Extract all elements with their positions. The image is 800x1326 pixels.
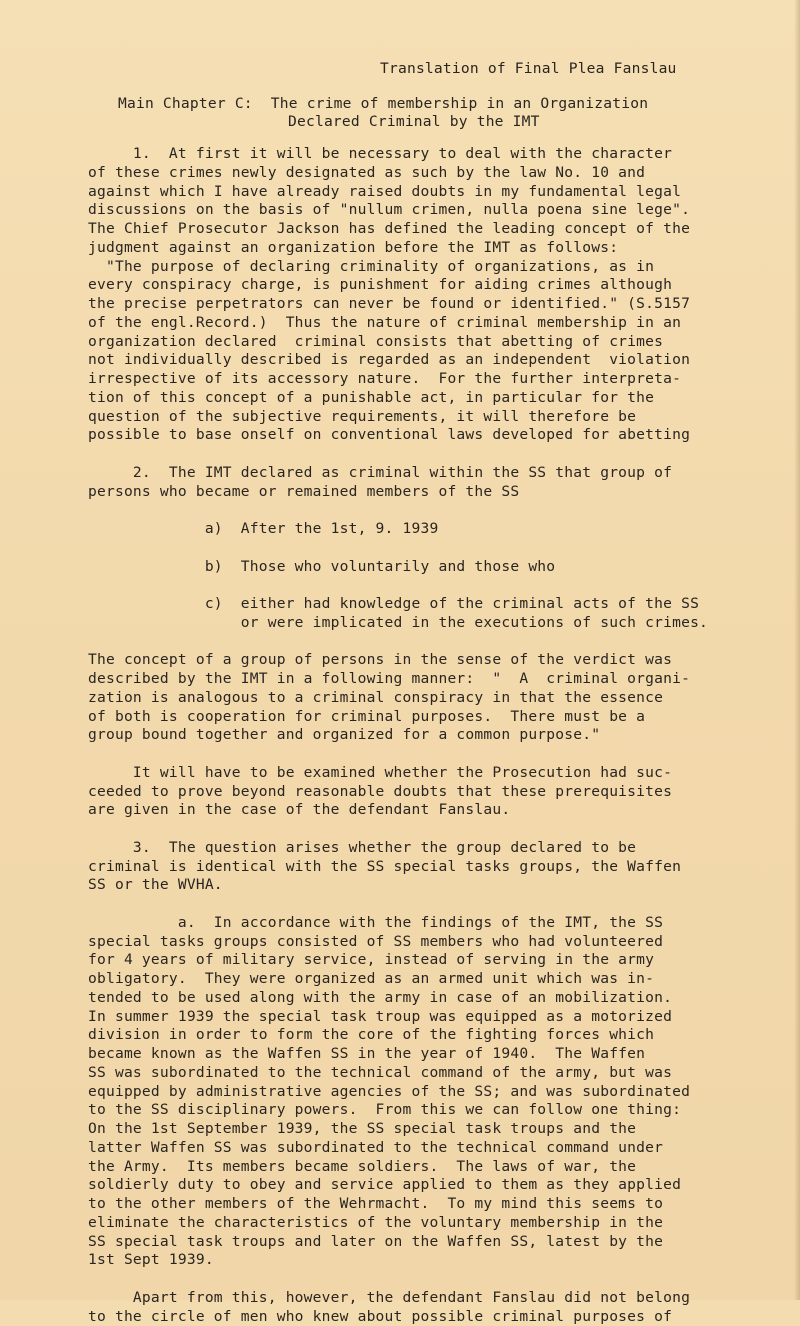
text-line: "The purpose of declaring criminality of organizations, as in: [88, 257, 655, 275]
text-line: or were implicated in the executions of such crimes.: [88, 613, 709, 631]
text-line: became known as the Waffen SS in the year of 1940. The Waffen: [88, 1045, 646, 1062]
text-line: 2. The IMT declared as criminal within the SS that group of: [88, 463, 673, 481]
text-line: 1. At first it will be necessary to deal with the character: [88, 145, 673, 162]
text-line: of both is cooperation for criminal purposes. There must be a: [88, 707, 646, 725]
text-line: tion of this concept of a punishable act, in particular for the: [88, 388, 655, 406]
text-line: zation is analogous to a criminal conspiracy in that the essence: [88, 688, 664, 706]
text-line: possible to base onself on conventional laws developed for abetting: [88, 426, 691, 444]
chapter-title-line1: The crime of membership in an Organization: [270, 95, 649, 112]
text-line: for 4 years of military service, instead of serving in the army: [88, 951, 655, 969]
text-line: 1st Sept 1939.: [88, 1251, 214, 1269]
text-line: against which I have already raised doubts in my fundamental legal: [88, 182, 682, 200]
text-line: group bound together and organized for a common purpose.": [88, 726, 601, 744]
chapter-label: Main Chapter C:: [118, 95, 253, 112]
text-line: question of the subjective requirements, it will therefore be: [88, 407, 637, 425]
text-line: of the engl.Record.) Thus the nature of criminal membership in an: [88, 313, 682, 331]
text-line: The concept of a group of persons in the sense of the verdict was: [88, 651, 673, 669]
text-line: judgment against an organization before the IMT as follows:: [88, 238, 619, 256]
text-line: 3. The question arises whether the group declared to be: [88, 838, 637, 856]
text-line: to the SS disciplinary powers. From this we can follow one thing:: [88, 1101, 682, 1119]
text-line: On the 1st September 1939, the SS special task troups and the: [88, 1120, 637, 1137]
text-line: eliminate the characteristics of the voluntary membership in the: [88, 1213, 664, 1231]
text-line: tended to be used along with the army in case of an mobilization.: [88, 988, 673, 1006]
text-line: division in order to form the core of the fighting forces which: [88, 1026, 655, 1044]
text-line: organization declared criminal consists that abetting of crimes: [88, 332, 664, 350]
text-line: Apart from this, however, the defendant Fanslau did not belong: [88, 1288, 691, 1306]
text-line: ceeded to prove beyond reasonable doubts that these prerequisites: [88, 782, 673, 800]
text-line: b) Those who voluntarily and those who: [88, 557, 556, 575]
text-line: c) either had knowledge of the criminal acts of the SS: [88, 595, 700, 612]
text-line: obligatory. They were organized as an armed unit which was in-: [88, 970, 655, 987]
text-line: In summer 1939 the special task troup was equipped as a motorized: [88, 1007, 673, 1025]
chapter-title-line2: Declared Criminal by the IMT: [288, 113, 540, 130]
text-line: not individually described is regarded as an independent violation: [88, 351, 691, 369]
text-line: SS special task troups and later on the Waffen SS, latest by the: [88, 1232, 664, 1250]
document-header: Translation of Final Plea Fanslau: [380, 60, 677, 77]
text-line: irrespective of its accessory nature. For the further interpreta-: [88, 370, 682, 387]
text-line: to the circle of men who knew about possible criminal purposes of: [88, 1307, 673, 1325]
text-line: the precise perpetrators can never be found or identified." (S.5157: [88, 295, 691, 312]
text-line: the Army. Its members became soldiers. The laws of war, the: [88, 1157, 637, 1175]
text-line: discussions on the basis of "nullum crimen, nulla poena sine lege".: [88, 201, 691, 219]
text-line: soldierly duty to obey and service applied to them as they applied: [88, 1176, 682, 1194]
text-line: equipped by administrative agencies of the SS; and was subordinated: [88, 1082, 691, 1100]
text-line: latter Waffen SS was subordinated to the technical command under: [88, 1138, 664, 1156]
text-line: persons who became or remained members of the SS: [88, 482, 520, 500]
text-line: are given in the case of the defendant Fanslau.: [88, 801, 511, 819]
text-line: It will have to be examined whether the Prosecution had suc-: [88, 763, 673, 781]
text-line: every conspiracy charge, is punishment for aiding crimes although: [88, 276, 673, 294]
text-line: a. In accordance with the findings of the IMT, the SS: [88, 913, 664, 931]
text-line: criminal is identical with the SS special tasks groups, the Waffen: [88, 857, 682, 875]
text-line: The Chief Prosecutor Jackson has defined the leading concept of the: [88, 220, 691, 237]
text-line: described by the IMT in a following manner: " A criminal organi-: [88, 670, 691, 687]
text-line: to the other members of the Wehrmacht. To my mind this seems to: [88, 1195, 664, 1212]
text-line: of these crimes newly designated as such by the law No. 10 and: [88, 163, 646, 181]
text-line: SS was subordinated to the technical command of the army, but was: [88, 1063, 673, 1081]
chapter-heading: [118, 95, 648, 113]
text-line: a) After the 1st, 9. 1939: [88, 520, 439, 537]
text-line: SS or the WVHA.: [88, 876, 223, 894]
page-edge-shadow: [794, 0, 800, 1300]
text-line: special tasks groups consisted of SS members who had volunteered: [88, 932, 664, 950]
